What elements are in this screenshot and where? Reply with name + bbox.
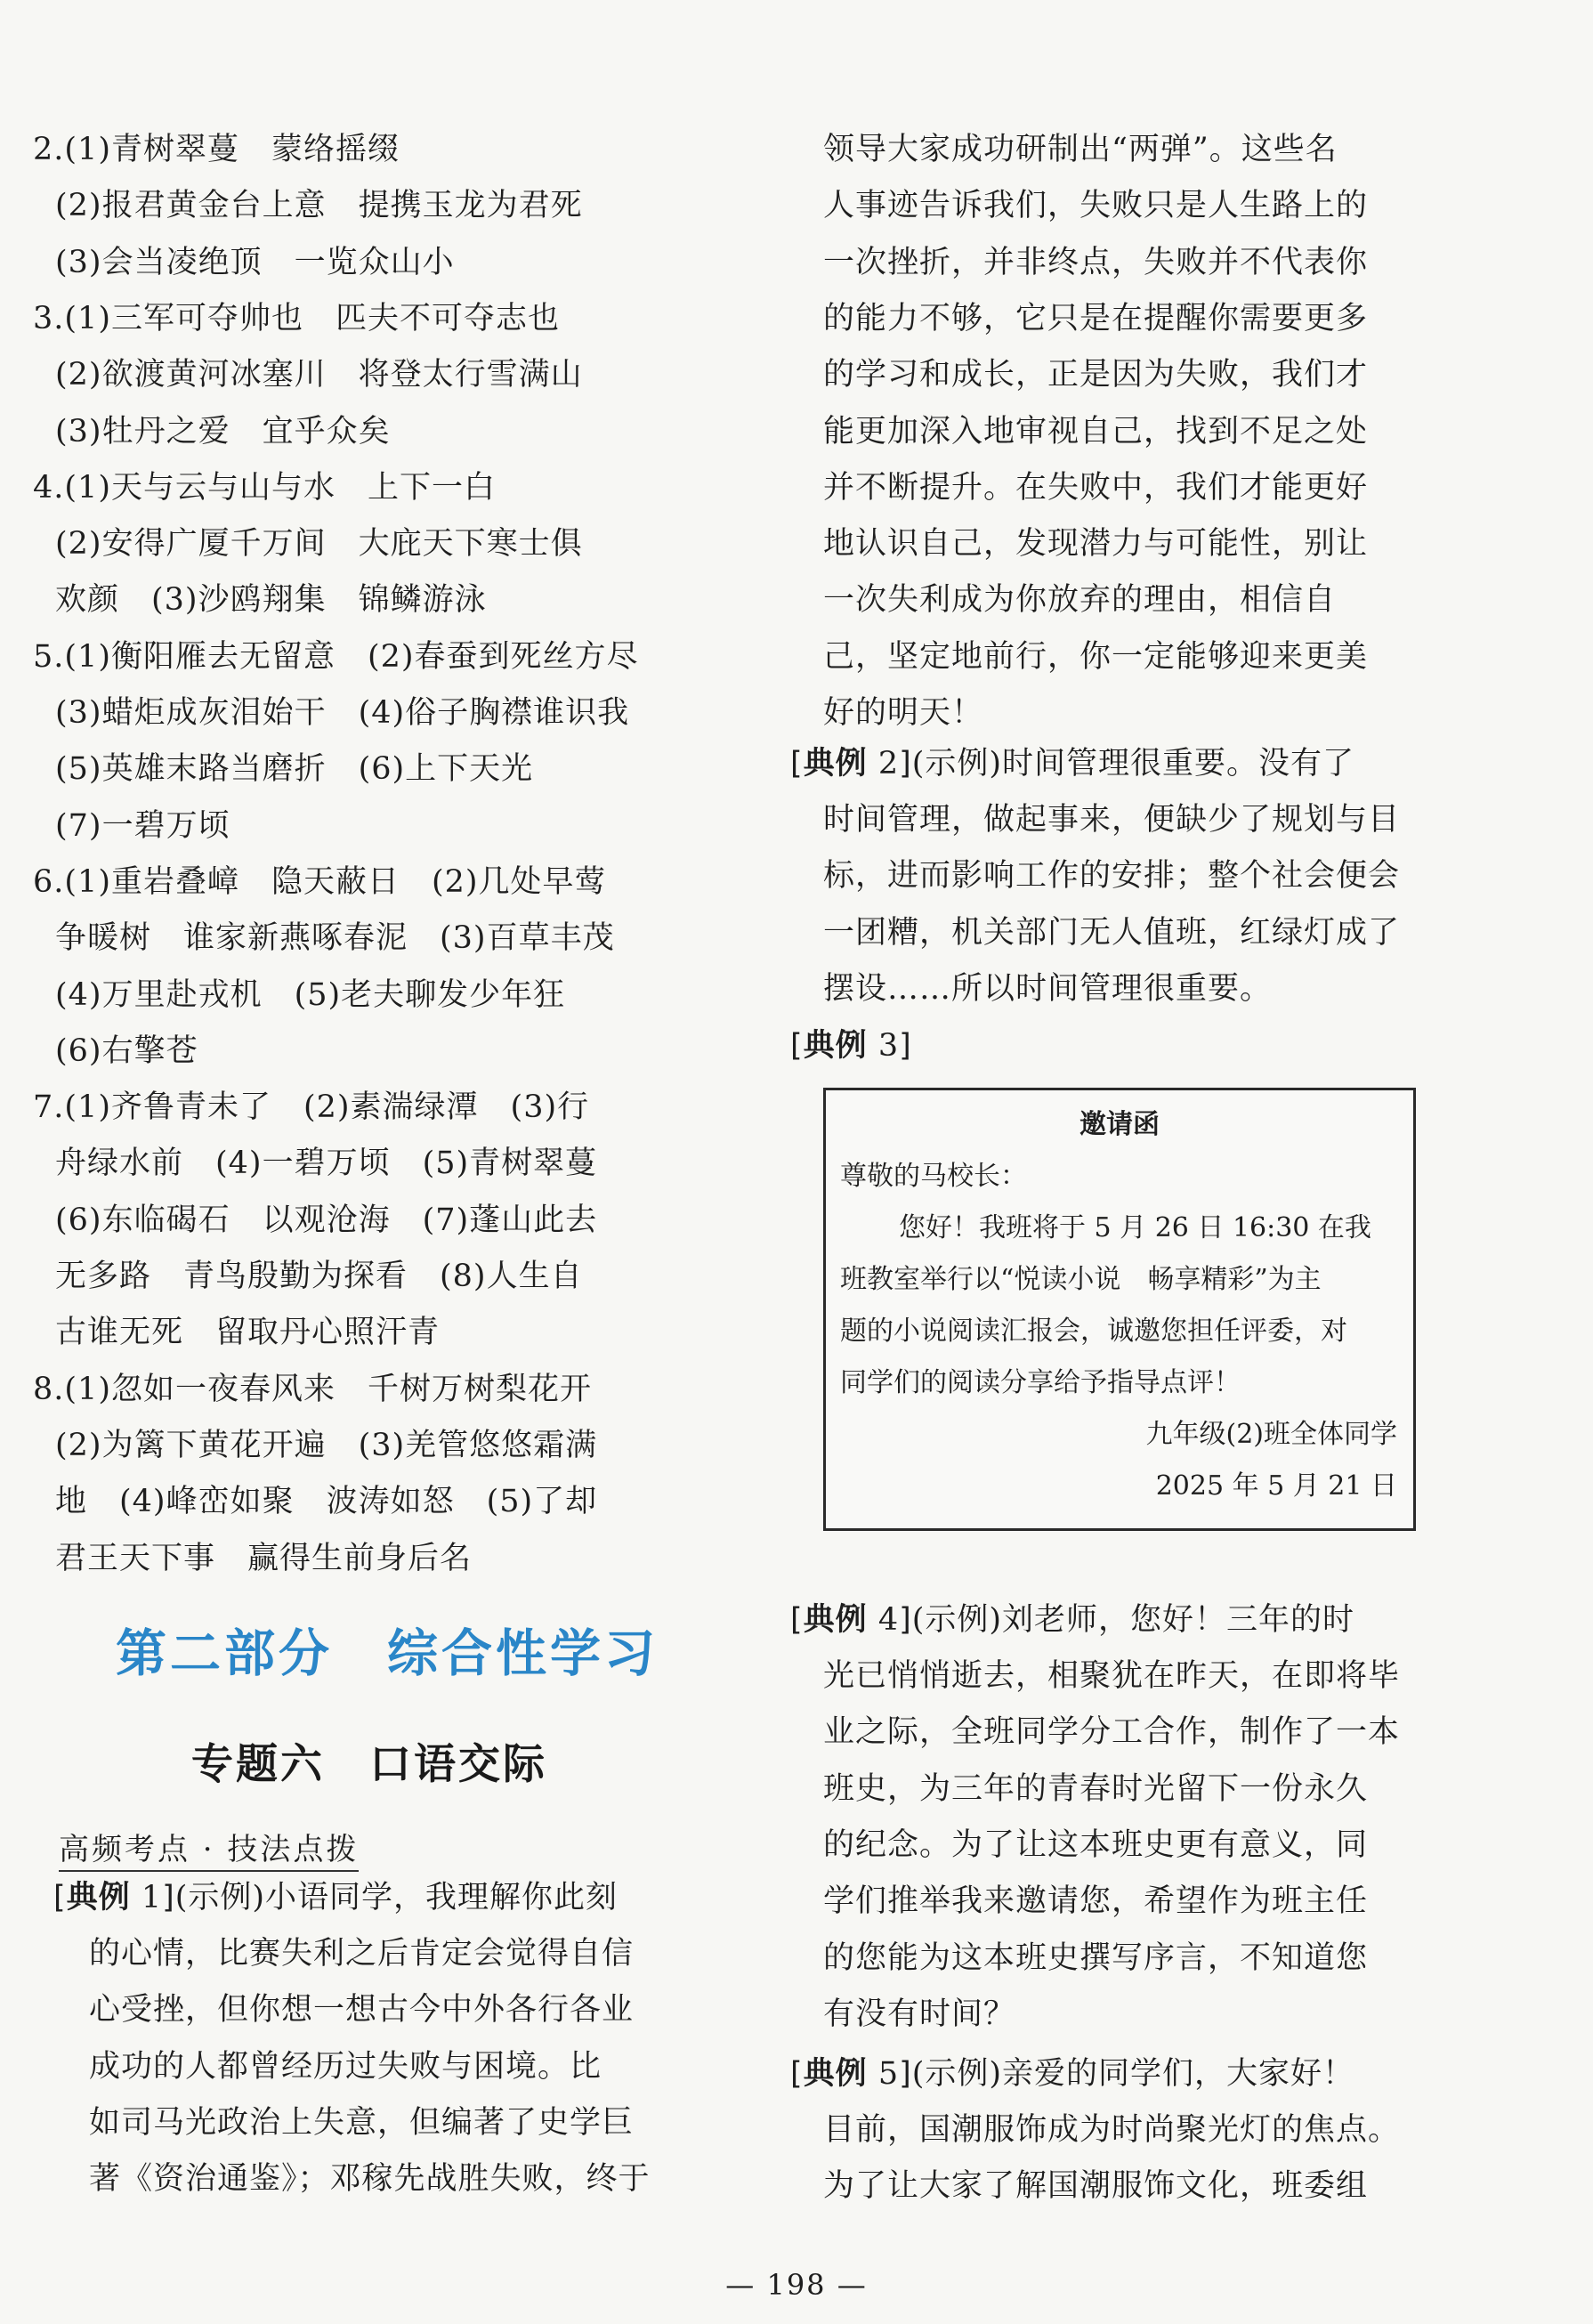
text-line: 业之际，全班同学分工合作，制作了一本 — [823, 1714, 1401, 1751]
left-column — [0, 0, 783, 2324]
text-line: (6)东临碣石 以观沧海 (7)蓬山此去 — [55, 1202, 598, 1238]
text-line: (2)为篱下黄花开遍 (3)羌管悠悠霜满 — [55, 1427, 598, 1463]
text-line: 能更加深入地审视自己，找到不足之处 — [823, 413, 1369, 449]
text-line: (4)万里赴戎机 (5)老夫聊发少年狂 — [55, 976, 566, 1013]
text-line: 著《资治通鉴》；邓稼先战胜失败，终于 — [89, 2161, 651, 2198]
text-line: 的纪念。为了让这本班史更有意义，同 — [823, 1826, 1369, 1863]
text-line: (3)牡丹之爱 宜乎众矣 — [55, 413, 391, 449]
text-line: 为了让大家了解国潮服饰文化，班委组 — [823, 2168, 1369, 2205]
invitation-date: 2025 年 5 月 21 日 — [1155, 1470, 1397, 1502]
text-line: 3.(1)三军可夺帅也 匹夫不可夺志也 — [33, 300, 560, 336]
example-4-heading: [典例 4](示例)刘老师，您好！三年的时 — [790, 1601, 1355, 1638]
part-title: 第二部分 综合性学习 — [116, 1624, 659, 1683]
text-line: 一次失利成为你放弃的理由，相信自 — [823, 582, 1337, 619]
example-2-heading: [典例 2](示例)时间管理很重要。没有了 — [790, 745, 1355, 781]
text-line: 地认识自己，发现潜力与可能性，别让 — [823, 526, 1369, 563]
text-line: (2)安得广厦千万间 大庇天下寒士俱 — [55, 526, 583, 563]
text-line: (5)英雄末路当磨折 (6)上下天光 — [55, 751, 534, 788]
text-line: 的能力不够，它只是在提醒你需要更多 — [823, 300, 1369, 336]
text-line: 光已悄悄逝去，相聚犹在昨天，在即将毕 — [823, 1658, 1401, 1694]
text-line: 2.(1)青树翠蔓 蒙络摇缀 — [33, 132, 400, 167]
text-line: (3)会当凌绝顶 一览众山小 — [55, 244, 455, 280]
text-line: 一次挫折，并非终点，失败并不代表你 — [823, 244, 1369, 280]
text-line: 好的明天！ — [823, 695, 984, 731]
text-line: (7)一碧万顷 — [55, 807, 230, 844]
text-line: 无多路 青鸟殷勤为探看 (8)人生自 — [55, 1259, 583, 1294]
invitation-salutation: 尊敬的马校长： — [840, 1161, 1027, 1192]
invitation-body-line: 题的小说阅读汇报会，诚邀您担任评委，对 — [840, 1316, 1347, 1347]
text-line: 心受挫，但你想一想古今中外各行各业 — [89, 1992, 635, 2028]
text-line: 8.(1)忽如一夜春风来 千树万树梨花开 — [33, 1371, 592, 1407]
invitation-body-line: 同学们的阅读分享给予指导点评！ — [840, 1367, 1241, 1398]
text-line: 争暖树 谁家新燕啄春泥 (3)百草丰茂 — [55, 920, 615, 957]
page-number: — 198 — — [725, 2268, 868, 2302]
text-line: 时间管理，做起事来，便缺少了规划与目 — [823, 802, 1401, 838]
section-label: 高频考点 · 技法点拨 — [59, 1825, 359, 1872]
text-line: 的心情，比赛失利之后肯定会觉得自信 — [89, 1936, 635, 1972]
text-line: 班史，为三年的青春时光留下一份永久 — [823, 1770, 1369, 1807]
text-line: (2)报君黄金台上意 提携玉龙为君死 — [55, 188, 583, 224]
text-line: 5.(1)衡阳雁去无留意 (2)春蚕到死丝方尽 — [33, 638, 639, 675]
text-line: 目前，国潮服饰成为时尚聚光灯的焦点。 — [823, 2112, 1401, 2148]
text-line: (2)欲渡黄河冰塞川 将登太行雪满山 — [55, 357, 583, 393]
text-line: 6.(1)重岩叠嶂 隐天蔽日 (2)几处早莺 — [33, 863, 607, 900]
invitation-letter — [823, 1088, 1416, 1531]
text-line: 成功的人都曾经历过失败与困境。比 — [89, 2048, 602, 2085]
text-line: 领导大家成功研制出“两弹”。这些名 — [823, 132, 1338, 167]
text-line: 己，坚定地前行，你一定能够迎来更美 — [823, 638, 1369, 675]
example-5-heading: [典例 5](示例)亲爱的同学们，大家好！ — [790, 2055, 1355, 2092]
example-3-heading: [典例 3] — [790, 1027, 912, 1064]
text-line: 舟绿水前 (4)一碧万顷 (5)青树翠蔓 — [55, 1146, 598, 1182]
text-line: 有没有时间？ — [823, 1996, 1016, 2032]
text-line: 学们推举我来邀请您，希望作为班主任 — [823, 1883, 1369, 1920]
invitation-body-line: 班教室举行以“悦读小说 畅享精彩”为主 — [840, 1264, 1322, 1295]
text-line: (6)右擎苍 — [55, 1032, 198, 1069]
text-line: 的学习和成长，正是因为失败，我们才 — [823, 357, 1369, 393]
text-line: 4.(1)天与云与山与水 上下一白 — [33, 469, 496, 506]
text-line: 古谁无死 留取丹心照汗青 — [55, 1315, 441, 1351]
text-line: 人事迹告诉我们，失败只是人生路上的 — [823, 188, 1369, 224]
text-line: 7.(1)齐鲁青未了 (2)素湍绿潭 (3)行 — [33, 1089, 590, 1126]
text-line: 君王天下事 赢得生前身后名 — [55, 1540, 473, 1576]
text-line: 摆设……所以时间管理很重要。 — [823, 970, 1273, 1007]
text-line: (3)蜡炬成灰泪始干 (4)俗子胸襟谁识我 — [55, 695, 630, 731]
text-line: 如司马光政治上失意，但编著了史学巨 — [89, 2104, 635, 2141]
text-line: 标，进而影响工作的安排；整个社会便会 — [823, 858, 1401, 895]
topic-title: 专题六 口语交际 — [191, 1740, 547, 1789]
text-line: 的您能为这本班史撰写序言，不知道您 — [823, 1939, 1369, 1976]
invitation-title: 邀请函 — [1080, 1109, 1160, 1140]
text-line: 地 (4)峰峦如聚 波涛如怒 (5)了却 — [55, 1484, 598, 1520]
text-line: 一团糟，机关部门无人值班，红绿灯成了 — [823, 914, 1401, 951]
text-line: 欢颜 (3)沙鸥翔集 锦鳞游泳 — [55, 582, 487, 619]
example-1-heading: [典例 1](示例)小语同学，我理解你此刻 — [53, 1879, 619, 1915]
invitation-signature: 九年级(2)班全体同学 — [1145, 1419, 1397, 1450]
invitation-body-line: 您好！我班将于 5 月 26 日 16:30 在我 — [899, 1212, 1371, 1243]
text-line: 并不断提升。在失败中，我们才能更好 — [823, 469, 1369, 506]
